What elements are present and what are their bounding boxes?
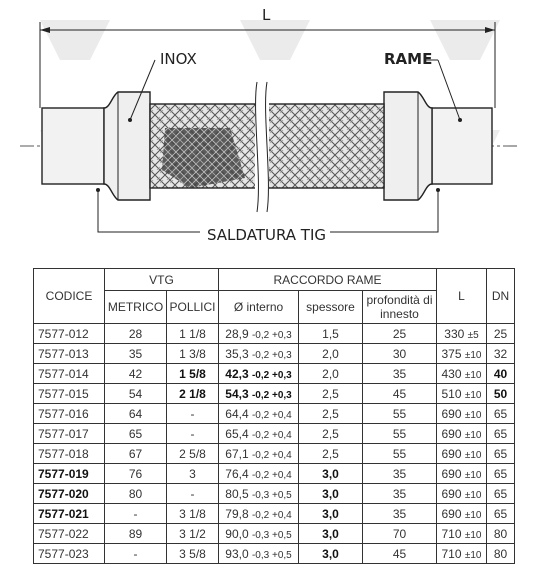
interno-tolerance: -0,2 +0,4 (251, 449, 292, 461)
L-cell (437, 324, 487, 344)
L-tolerance: ±10 (464, 389, 482, 401)
pollici-cell: - (167, 484, 219, 504)
L-tolerance: ±10 (464, 409, 482, 421)
DN-cell: 65 (487, 404, 515, 424)
spessore-cell: 2,5 (299, 404, 363, 424)
codice-cell: 7577-018 (34, 444, 105, 464)
pollici-cell: 1 1/8 (167, 324, 219, 344)
table-row (34, 504, 515, 524)
profondita-cell: 25 (363, 324, 437, 344)
interno-tolerance: -0,2 +0,4 (251, 469, 292, 481)
metrico-cell: 80 (105, 484, 167, 504)
profondita-cell: 55 (363, 424, 437, 444)
pollici-cell: 2 1/8 (167, 384, 219, 404)
interno-cell (219, 484, 299, 504)
spessore-cell: 2,5 (299, 444, 363, 464)
header-pollici: POLLICI (167, 291, 219, 324)
metrico-cell: 89 (105, 524, 167, 544)
interno-value: 64,4 (225, 406, 249, 421)
interno-value: 54,3 (225, 386, 249, 401)
L-value: 690 (441, 406, 462, 421)
interno-value: 42,3 (225, 366, 249, 381)
L-value: 690 (441, 426, 462, 441)
interno-cell (219, 384, 299, 404)
header-profondita (363, 291, 437, 324)
DN-cell: 80 (487, 524, 515, 544)
interno-cell (219, 444, 299, 464)
L-cell (437, 484, 487, 504)
spec-table (33, 268, 515, 564)
spessore-cell: 2,5 (299, 424, 363, 444)
interno-tolerance: -0,2 +0,3 (251, 369, 292, 381)
interno-value: 76,4 (225, 466, 249, 481)
metrico-cell: 42 (105, 364, 167, 384)
L-tolerance: ±10 (464, 429, 482, 441)
DN-cell: 65 (487, 464, 515, 484)
L-value: 330 (444, 326, 465, 341)
table-row (34, 484, 515, 504)
spessore-cell: 3,0 (299, 504, 363, 524)
codice-cell: 7577-013 (34, 344, 105, 364)
interno-value: 35,3 (225, 346, 249, 361)
pollici-cell: - (167, 404, 219, 424)
codice-cell: 7577-021 (34, 504, 105, 524)
L-value: 690 (441, 446, 462, 461)
L-value: 375 (441, 346, 462, 361)
L-cell (437, 424, 487, 444)
profondita-cell: 35 (363, 504, 437, 524)
table-row (34, 464, 515, 484)
profondita-cell: 70 (363, 524, 437, 544)
interno-tolerance: -0,2 +0,3 (251, 389, 292, 401)
profondita-cell: 35 (363, 484, 437, 504)
codice-cell: 7577-015 (34, 384, 105, 404)
interno-value: 90,0 (225, 526, 249, 541)
header-DN: DN (487, 269, 515, 324)
codice-cell: 7577-020 (34, 484, 105, 504)
spessore-cell: 2,5 (299, 384, 363, 404)
interno-cell (219, 324, 299, 344)
header-codice: CODICE (34, 269, 105, 324)
pollici-cell: - (167, 424, 219, 444)
L-tolerance: ±10 (464, 529, 482, 541)
profondita-cell: 55 (363, 444, 437, 464)
left-copper-fitting (104, 92, 150, 200)
L-tolerance: ±10 (464, 549, 482, 561)
interno-tolerance: -0,2 +0,3 (251, 349, 292, 361)
table-row (34, 444, 515, 464)
codice-cell: 7577-016 (34, 404, 105, 424)
L-cell (437, 404, 487, 424)
interno-value: 93,0 (225, 546, 249, 561)
L-value: 710 (441, 546, 462, 561)
spessore-cell: 1,5 (299, 324, 363, 344)
table-row (34, 544, 515, 564)
DN-cell: 65 (487, 484, 515, 504)
L-cell (437, 444, 487, 464)
pollici-cell: 3 1/8 (167, 504, 219, 524)
header-vtg: VTG (105, 269, 219, 291)
header-raccordo-rame: RACCORDO RAME (219, 269, 437, 291)
pollici-cell: 1 3/8 (167, 344, 219, 364)
DN-cell: 32 (487, 344, 515, 364)
header-spessore: spessore (299, 291, 363, 324)
codice-cell: 7577-023 (34, 544, 105, 564)
metrico-cell: 64 (105, 404, 167, 424)
interno-value: 65,4 (225, 426, 249, 441)
interno-tolerance: -0,3 +0,5 (251, 549, 292, 561)
DN-cell: 65 (487, 424, 515, 444)
hose-drawing-svg (0, 0, 545, 262)
interno-tolerance: -0,2 +0,3 (251, 329, 292, 341)
inox-label: INOX (160, 50, 197, 68)
metrico-cell: 54 (105, 384, 167, 404)
codice-cell: 7577-014 (34, 364, 105, 384)
DN-cell: 65 (487, 504, 515, 524)
metrico-cell: 76 (105, 464, 167, 484)
pollici-cell: 1 5/8 (167, 364, 219, 384)
interno-value: 28,9 (225, 326, 249, 341)
interno-value: 67,1 (225, 446, 249, 461)
interno-cell (219, 524, 299, 544)
interno-tolerance: -0,2 +0,4 (251, 429, 292, 441)
header-L: L (437, 269, 487, 324)
metrico-cell: - (105, 504, 167, 524)
DN-cell: 50 (487, 384, 515, 404)
L-tolerance: ±10 (464, 349, 482, 361)
interno-tolerance: -0,2 +0,4 (251, 409, 292, 421)
L-value: 690 (441, 466, 462, 481)
table-body (34, 324, 515, 564)
DN-cell: 25 (487, 324, 515, 344)
metrico-cell: - (105, 544, 167, 564)
interno-value: 79,8 (225, 506, 249, 521)
table-row (34, 324, 515, 344)
L-value: 690 (441, 486, 462, 501)
interno-cell (219, 424, 299, 444)
L-tolerance: ±10 (464, 449, 482, 461)
flexible-hose-drawing (0, 0, 545, 262)
spessore-cell: 2,0 (299, 344, 363, 364)
header-profondita-text: profondità di innesto (366, 293, 433, 321)
metrico-cell: 28 (105, 324, 167, 344)
codice-cell: 7577-012 (34, 324, 105, 344)
interno-cell (219, 344, 299, 364)
table-row (34, 364, 515, 384)
interno-cell (219, 504, 299, 524)
DN-cell: 80 (487, 544, 515, 564)
table-row (34, 424, 515, 444)
right-copper-tube (432, 108, 492, 184)
weld-label: SALDATURA TIG (207, 226, 326, 244)
L-cell (437, 344, 487, 364)
DN-cell: 65 (487, 444, 515, 464)
table-row (34, 524, 515, 544)
left-copper-tube (42, 108, 104, 184)
L-cell (437, 524, 487, 544)
interno-cell (219, 464, 299, 484)
L-tolerance: ±10 (464, 469, 482, 481)
header-metrico: METRICO (105, 291, 167, 324)
spessore-cell: 3,0 (299, 524, 363, 544)
L-tolerance: ±5 (467, 329, 479, 341)
dimension-label: L (262, 6, 271, 24)
L-value: 710 (441, 526, 462, 541)
profondita-cell: 35 (363, 464, 437, 484)
codice-cell: 7577-022 (34, 524, 105, 544)
L-value: 510 (441, 386, 462, 401)
L-tolerance: ±10 (464, 509, 482, 521)
table-row (34, 344, 515, 364)
spessore-cell: 2,0 (299, 364, 363, 384)
L-cell (437, 504, 487, 524)
L-cell (437, 544, 487, 564)
interno-tolerance: -0,3 +0,5 (251, 489, 292, 501)
profondita-cell: 55 (363, 404, 437, 424)
pollici-cell: 3 (167, 464, 219, 484)
pollici-cell: 2 5/8 (167, 444, 219, 464)
spessore-cell: 3,0 (299, 484, 363, 504)
spessore-cell: 3,0 (299, 544, 363, 564)
L-cell (437, 384, 487, 404)
pollici-cell: 3 5/8 (167, 544, 219, 564)
interno-cell (219, 544, 299, 564)
L-value: 690 (441, 506, 462, 521)
L-cell (437, 364, 487, 384)
metrico-cell: 67 (105, 444, 167, 464)
interno-value: 80,5 (225, 486, 249, 501)
header-interno: Ø interno (219, 291, 299, 324)
L-tolerance: ±10 (464, 489, 482, 501)
profondita-cell: 45 (363, 384, 437, 404)
L-tolerance: ±10 (464, 369, 482, 381)
interno-cell (219, 364, 299, 384)
codice-cell: 7577-017 (34, 424, 105, 444)
profondita-cell: 45 (363, 544, 437, 564)
L-cell (437, 464, 487, 484)
profondita-cell: 35 (363, 364, 437, 384)
metrico-cell: 35 (105, 344, 167, 364)
pollici-cell: 3 1/2 (167, 524, 219, 544)
codice-cell: 7577-019 (34, 464, 105, 484)
table-row (34, 384, 515, 404)
spessore-cell: 3,0 (299, 464, 363, 484)
profondita-cell: 30 (363, 344, 437, 364)
metrico-cell: 65 (105, 424, 167, 444)
interno-tolerance: -0,3 +0,5 (251, 529, 292, 541)
right-copper-fitting (384, 92, 432, 200)
interno-tolerance: -0,2 +0,4 (251, 509, 292, 521)
L-value: 430 (441, 366, 462, 381)
DN-cell: 40 (487, 364, 515, 384)
interno-cell (219, 404, 299, 424)
rame-label: RAME (384, 50, 433, 68)
table-row (34, 404, 515, 424)
